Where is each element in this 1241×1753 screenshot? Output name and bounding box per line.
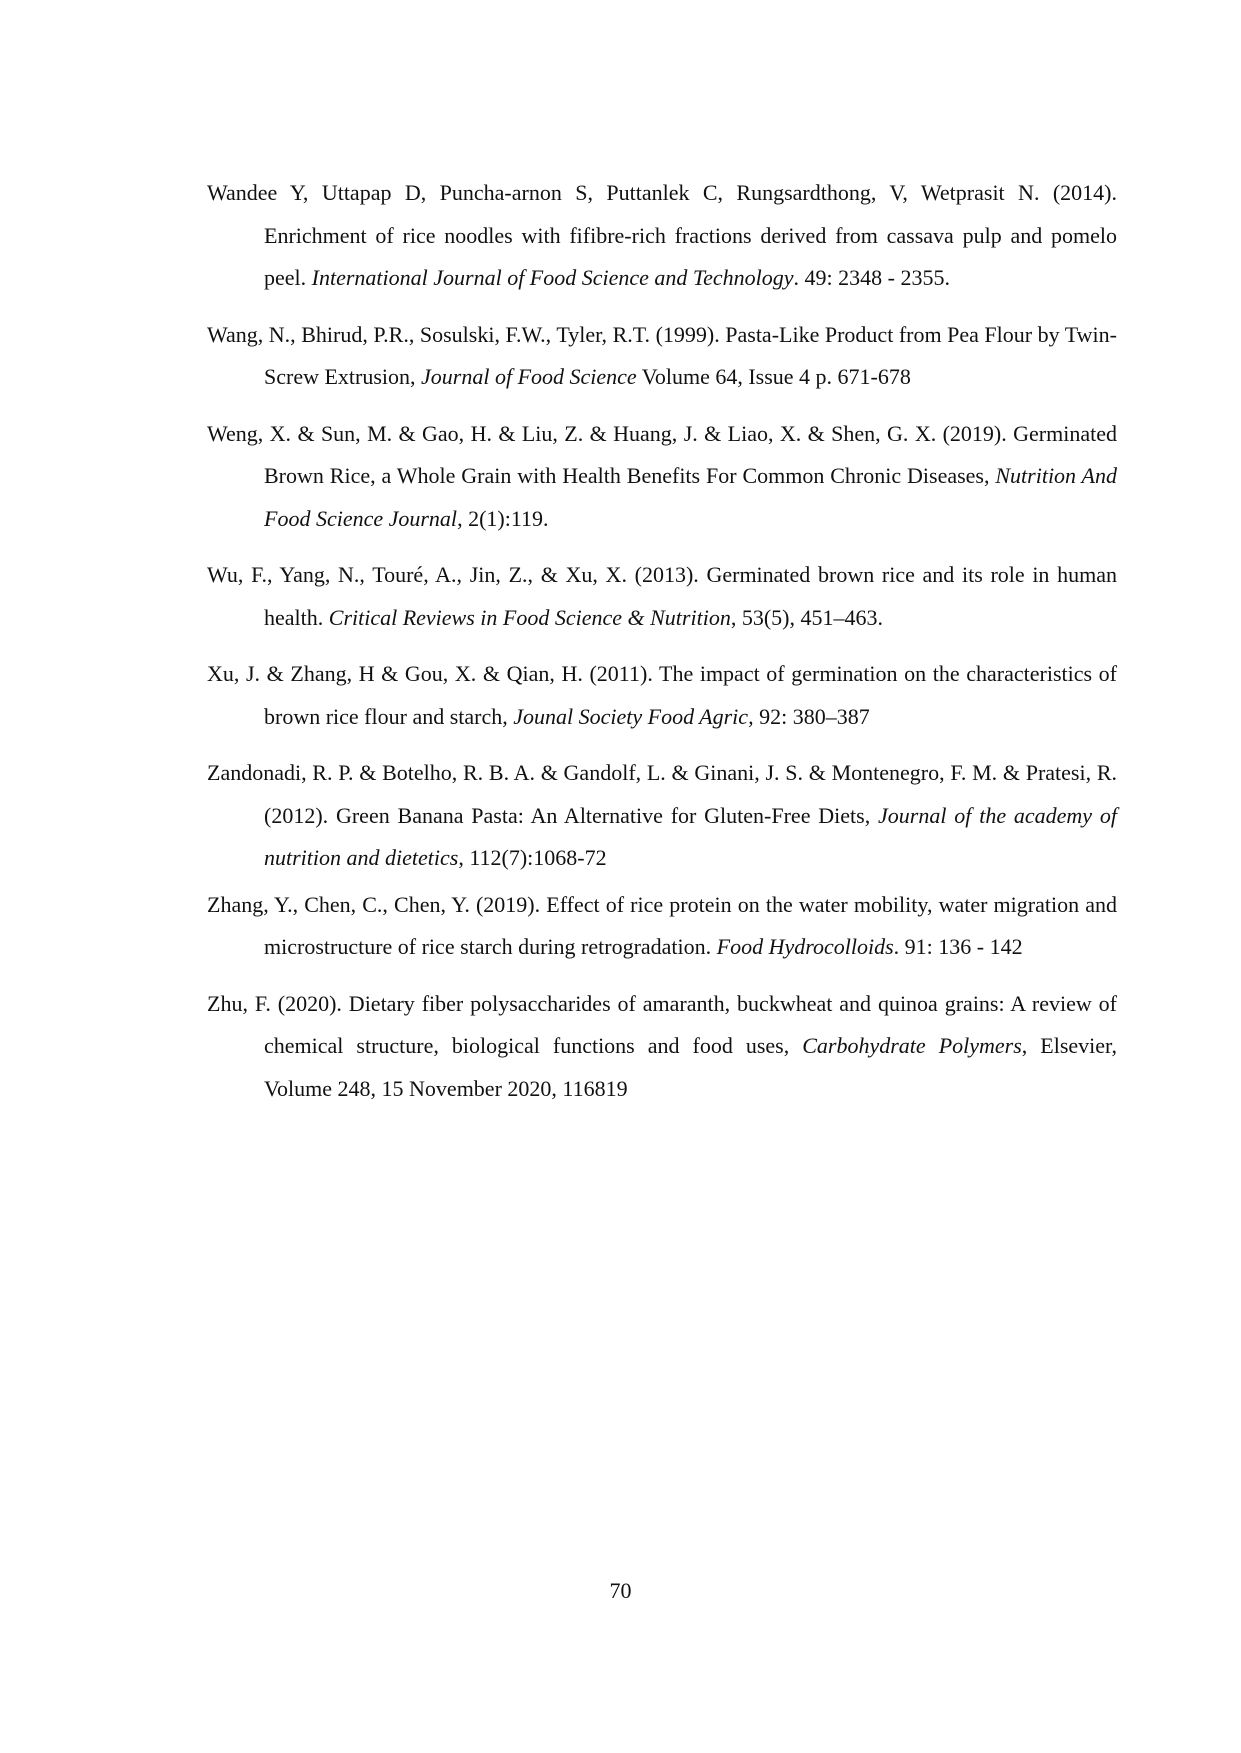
reference-entry [207, 413, 1117, 541]
journal-title: Food Hydrocolloids [716, 934, 894, 959]
reference-entry [207, 653, 1117, 738]
page-number: 70 [609, 1578, 632, 1603]
reference-text: Wang, N., Bhirud, P.R., Sosulski, F.W., Tyler, R.T. (1999). Pasta-Like Product from Pea Flour by Twin-Screw Extrusion, [207, 321, 1117, 389]
reference-details: , Elsevier, Volume 248, 15 November 2020, 116819 [264, 1033, 1118, 1101]
reference-details: . 91: 136 - 142 [893, 934, 1023, 959]
journal-title: Carbohydrate Polymers [802, 1033, 1022, 1058]
reference-details: 92: 380–387 [753, 703, 870, 729]
reference-text: Wu, F., Yang, N., Touré, A., Jin, Z., & Xu, X. (2013). Germinated brown rice and its role in human health. [207, 562, 1117, 630]
reference-text: Zhang, Y., Chen, C., Chen, Y. (2019). Effect of rice protein on the water mobility, water migration and microstructure of rice starch during retrogradation. [207, 891, 1117, 959]
reference-text: Zhu, F. (2020). Dietary fiber polysaccharides of amaranth, buckwheat and quinoa grains: A review of chemical structure, biological functions and food uses, [207, 990, 1117, 1058]
reference-text: Weng, X. & Sun, M. & Gao, H. & Liu, Z. & Huang, J. & Liao, X. & Shen, G. X. (2019). Germinated Brown Rice, a Whole Grain with Health Benefits For Common Chronic Diseases, [207, 420, 1117, 488]
reference-text: Xu, J. & Zhang, H & Gou, X. & Qian, H. (2011). The impact of germination on the characteristics of brown rice flour and starch, [207, 661, 1117, 729]
reference-details: . 49: 2348 - 2355. [793, 265, 950, 290]
reference-entry [207, 314, 1117, 399]
journal-title: International Journal of Food Science and Technology [311, 265, 794, 290]
journal-title: Nutrition And Food Science Journal [264, 463, 1117, 531]
reference-list [207, 172, 1117, 1124]
reference-text: Wandee Y, Uttapap D, Puncha-arnon S, Puttanlek C, Rungsardthong, V, Wetprasit N. (2014). Enrichment of rice noodles with fifibre-rich fractions derived from cassava pulp and pomelo peel. [207, 180, 1117, 290]
reference-details: , 53(5), 451–463. [730, 604, 883, 630]
reference-details: Volume 64, Issue 4 p. 671-678 [636, 364, 911, 389]
journal-title: Journal of the academy of nutrition and dietetics [264, 802, 1117, 870]
reference-text: Zandonadi, R. P. & Botelho, R. B. A. & Gandolf, L. & Ginani, J. S. & Montenegro, F. M. & Pratesi, R. (2012). Green Banana Pasta: An Alternative for Gluten-Free Diets, [207, 760, 1117, 828]
reference-details: , 2(1):119. [457, 505, 549, 531]
reference-entry [207, 884, 1117, 969]
reference-details: , 112(7):1068-72 [458, 845, 607, 870]
journal-title: Journal of Food Science [421, 364, 637, 389]
journal-title: Jounal Society Food Agric, [513, 703, 754, 729]
reference-entry [207, 554, 1117, 639]
reference-entry [207, 172, 1117, 300]
reference-entry [207, 752, 1117, 880]
journal-title: Critical Reviews in Food Science & Nutrition [328, 604, 731, 630]
reference-entry [207, 983, 1117, 1111]
